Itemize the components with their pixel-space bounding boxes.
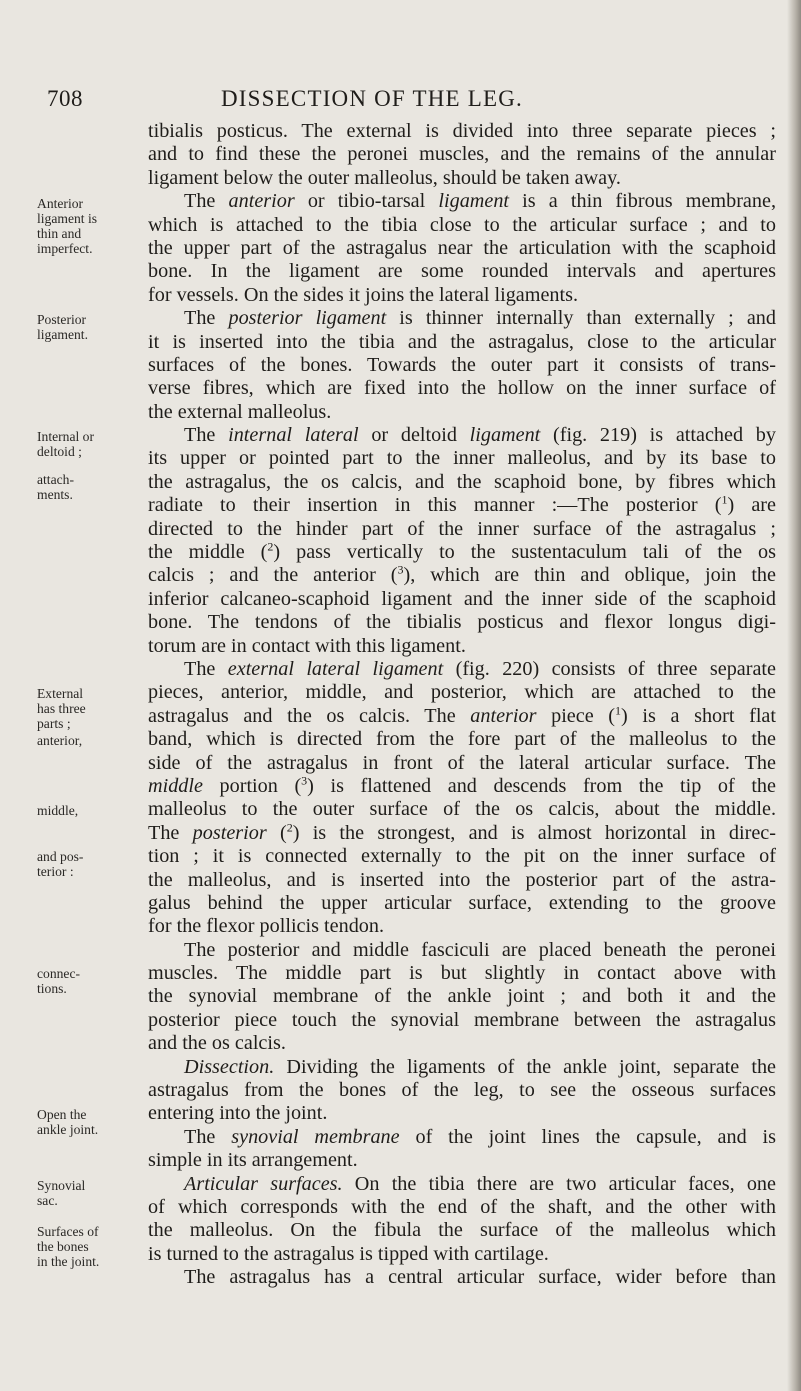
margin-note-line: thin and [37, 226, 82, 241]
text-line: and to find these the peronei muscles, and the remains of the annular [148, 143, 776, 166]
text-run: (fig. 219) is attached by [540, 424, 776, 447]
term-italic: synovial membrane [231, 1125, 400, 1148]
text-run: portion ( [202, 774, 302, 797]
text-line: band, which is directed from the fore part of the malleolus to the [148, 728, 776, 751]
text-line: is turned to the astragalus is tipped with cartilage. [148, 1242, 549, 1265]
text-run: of the joint lines the capsule, and is [399, 1125, 776, 1148]
text-line: the upper part of the astragalus near the articulation with the scaphoid [148, 236, 776, 259]
text-line [148, 819, 776, 845]
text-line: for the flexor pollicis tendon. [148, 915, 385, 938]
text-line: torum are in contact with this ligament. [148, 634, 466, 657]
term-italic: external lateral ligament [227, 657, 444, 680]
text-run: piece ( [536, 704, 616, 727]
margin-note-line: Posterior [37, 312, 87, 327]
text-line: astragalus from the bones of the leg, to see the osseous surfaces [148, 1079, 776, 1102]
text-line: verse fibres, which are fixed into the hollow on the inner surface of [148, 377, 776, 400]
margin-note-line: middle, [37, 803, 79, 818]
text-line: the synovial membrane of the ankle joint ; and both it and the [148, 985, 776, 1008]
margin-note-line: ligament. [37, 327, 88, 342]
term-italic: Dissection. [184, 1055, 275, 1078]
text-run: the middle ( [148, 541, 268, 564]
margin-note-line: and pos- [37, 849, 84, 864]
margin-note-line: Internal or [37, 429, 94, 444]
margin-note-line: External [37, 686, 84, 701]
text-run: ), which are thin and oblique, join the [403, 564, 776, 587]
text-line [148, 424, 776, 447]
text-run: or tibio-tarsal [294, 190, 439, 213]
text-run: is thinner internally than externally ; and [386, 307, 776, 330]
margin-note-line: Open the [37, 1107, 87, 1122]
margin-note-line: the bones [37, 1239, 89, 1254]
margin-note-line: ments. [37, 487, 73, 502]
text-run: The [184, 307, 229, 330]
text-run: or deltoid [358, 424, 470, 447]
text-run: astragalus and the os calcis. The [148, 704, 471, 727]
margin-note-line: parts ; [37, 716, 71, 731]
term-italic: posterior [192, 821, 267, 844]
text-line: it is inserted into the tibia and the astragalus, close to the articular [148, 330, 776, 353]
text-line [148, 1056, 776, 1079]
text-line: which is attached to the tibia close to the articular surface ; and to [148, 213, 776, 236]
superscript: 3 [301, 773, 308, 788]
margin-note-line: anterior, [37, 733, 83, 748]
text-line: inferior calcaneo-scaphoid ligament and the inner side of the scaphoid [148, 587, 776, 610]
margin-note-line: in the joint. [37, 1254, 100, 1269]
margin-note-line: terior : [37, 864, 74, 879]
margin-note-line: Anterior [37, 196, 84, 211]
margin-note-and-posterior [37, 849, 127, 879]
text-line: ligament below the outer malleolus, should be taken away. [148, 166, 621, 189]
text-run: On the tibia there are two articular faces, one [342, 1172, 776, 1195]
margin-note-attachments [37, 472, 127, 502]
term-italic: posterior ligament [228, 307, 387, 330]
margin-note-line: ligament is [37, 211, 98, 226]
text-line [148, 564, 776, 587]
margin-note-internal [37, 429, 127, 459]
text-line [148, 705, 776, 728]
text-line [148, 658, 776, 681]
text-line: the malleolus, and is inserted into the posterior part of the astra- [148, 868, 776, 891]
superscript: 1 [721, 492, 728, 507]
term-italic: ligament [438, 190, 510, 213]
text-line: The posterior and middle fasciculi are placed beneath the peronei [184, 938, 776, 961]
text-run: The [184, 424, 229, 447]
superscript: 2 [286, 819, 293, 834]
margin-note-line: sac. [37, 1193, 58, 1208]
text-run: ( [266, 821, 287, 844]
text-run: ) is flattened and descends from the tip of the [307, 774, 776, 797]
text-run: is a thin fibrous membrane, [509, 190, 776, 213]
text-run: ) pass vertically to the sustentaculum tali of the os [273, 541, 777, 564]
margin-note-open-joint [37, 1107, 127, 1137]
superscript: 2 [267, 539, 274, 554]
text-run: ) is the strongest, and is almost horizontal in direc- [292, 821, 776, 844]
text-line: pieces, anterior, middle, and posterior, which are attached to the [148, 681, 776, 704]
margin-note-synovial [37, 1178, 127, 1208]
margin-note-surfaces [37, 1224, 127, 1269]
text-line [148, 1173, 776, 1196]
text-line: The astragalus has a central articular surface, wider before than [184, 1266, 776, 1289]
body-text [148, 120, 776, 1290]
running-head: DISSECTION OF THE LEG. [221, 86, 523, 111]
text-line: muscles. The middle part is but slightly in contact above with [148, 962, 776, 985]
margin-note-line: imperfect. [37, 241, 93, 256]
term-italic: anterior [228, 190, 295, 213]
page-number: 708 [47, 86, 83, 111]
text-line: the external malleolus. [148, 400, 332, 423]
margin-note-line: tions. [37, 981, 67, 996]
margin-note-line: connec- [37, 966, 81, 981]
margin-note-line: ankle joint. [37, 1122, 99, 1137]
margin-note-line: Surfaces of [37, 1224, 99, 1239]
term-italic: Articular surfaces. [184, 1172, 343, 1195]
margin-note-connections [37, 966, 127, 996]
text-run: The [184, 190, 229, 213]
text-line: the astragalus, the os calcis, and the scaphoid bone, by fibres which [148, 470, 776, 493]
text-run: ) is a short flat [621, 704, 776, 727]
text-line: bone. The tendons of the tibialis posticus and flexor longus digi- [148, 611, 776, 634]
term-italic: internal lateral [228, 424, 359, 447]
text-line: malleolus to the outer surface of the os calcis, about the middle. [148, 798, 776, 821]
text-line: and the os calcis. [148, 1032, 286, 1055]
text-run: Dividing the ligaments of the ankle joint, separate the [274, 1055, 776, 1078]
text-line [148, 1126, 776, 1149]
text-line: entering into the joint. [148, 1102, 328, 1125]
text-line [148, 494, 776, 517]
text-line [148, 541, 776, 564]
term-italic: anterior [470, 704, 537, 727]
page-edge-shadow [787, 0, 801, 1391]
text-line: the malleolus. On the fibula the surface of the malleolus which [148, 1219, 776, 1242]
text-line: posterior piece touch the synovial membrane between the astragalus [148, 1008, 776, 1031]
text-line: of which corresponds with the end of the shaft, and the other with [148, 1195, 776, 1218]
text-run: The [184, 657, 228, 680]
text-run: radiate to their insertion in this manner :—The posterior ( [148, 494, 722, 517]
text-line: surfaces of the bones. Towards the outer part it consists of trans- [148, 353, 776, 376]
page-header [0, 86, 801, 116]
text-line [148, 190, 776, 213]
text-line: bone. In the ligament are some rounded intervals and apertures [148, 260, 776, 283]
text-line: tibialis posticus. The external is divided into three separate pieces ; [148, 120, 776, 142]
text-run: calcis ; and the anterior ( [148, 564, 398, 587]
margin-note-external [37, 686, 127, 731]
term-italic: ligament [469, 424, 541, 447]
text-line: its upper or pointed part to the inner malleolus, and by its base to [148, 447, 776, 470]
text-line: directed to the hinder part of the inner surface of the astragalus ; [148, 517, 776, 540]
margin-note-line: Synovial [37, 1178, 86, 1193]
superscript: 3 [397, 562, 404, 577]
text-run: The [148, 821, 193, 844]
text-line: for vessels. On the sides it joins the lateral ligaments. [148, 283, 579, 306]
text-line: side of the astragalus in front of the lateral articular surface. The [148, 751, 776, 774]
text-line: galus behind the upper articular surface, extending to the groove [148, 891, 776, 914]
text-line [148, 775, 776, 798]
text-line: simple in its arrangement. [148, 1149, 358, 1172]
margin-note-line: deltoid ; [37, 444, 82, 459]
margin-note-middle [37, 803, 127, 818]
superscript: 1 [615, 703, 622, 718]
text-line [148, 307, 776, 330]
margin-note-anterior-part [37, 733, 127, 748]
term-italic: middle [148, 774, 203, 797]
text-run: ) are [727, 494, 776, 517]
text-run: (fig. 220) consists of three separate [443, 657, 776, 680]
margin-note-line: attach- [37, 472, 74, 487]
margin-note-anterior [37, 196, 127, 256]
margin-note-posterior [37, 312, 127, 342]
text-run: The [184, 1125, 232, 1148]
text-line: tion ; it is connected externally to the pit on the inner surface of [148, 845, 776, 868]
margin-note-line: has three [37, 701, 86, 716]
